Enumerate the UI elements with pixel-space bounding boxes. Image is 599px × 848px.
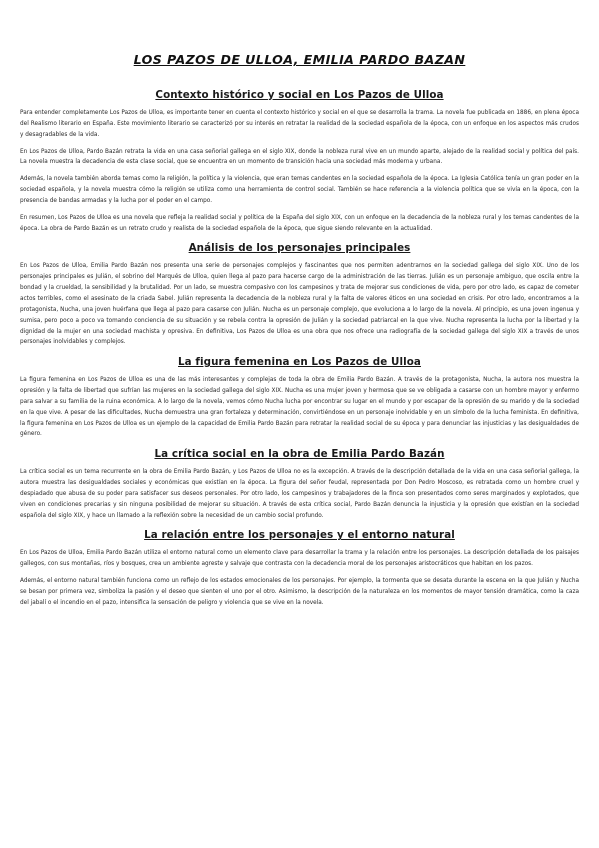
body-paragraph: Además, el entorno natural también funciona como un reflejo de los estados emocionales de los personajes. Por ejemplo, la tormenta que se desata durante la escena en la que Julián y Nucha se besan por primera vez, simboliza la pasión y el deseo que sienten el uno por el otro. Asimismo, la descripción de la naturaleza en los momentos de mayor tensión dramática, como la caza del jabalí o el incendio en el pazo, intensifica la sensación de peligro y violencia que se vive en la novela. — [20, 578, 579, 606]
document-section — [20, 448, 579, 521]
document-body — [20, 89, 579, 609]
section-heading: Análisis de los personajes principales — [188, 242, 411, 255]
document-title: LOS PAZOS DE ULLOA, EMILIA PARDO BAZAN — [133, 52, 466, 67]
document-section — [20, 529, 579, 608]
body-paragraph: Además, la novela también aborda temas como la religión, la política y la violencia, que eran temas candentes en la sociedad española de la época. La Iglesia Católica tenía un gran poder en la sociedad española, y la novela muestra cómo la religión se utiliza como una herramienta de control social. También se hace referencia a la violencia política que se vivía en la época, con la presencia de bandas armadas y la lucha por el poder en el campo. — [20, 176, 579, 204]
section-heading: Contexto histórico y social en Los Pazos de Ulloa — [155, 89, 444, 101]
section-heading: La figura femenina en Los Pazos de Ulloa — [178, 356, 421, 369]
section-heading: La relación entre los personajes y el entorno natural — [144, 529, 455, 542]
body-paragraph: En Los Pazos de Ulloa, Emilia Pardo Bazán nos presenta una serie de personajes complejos y fascinantes que nos permiten adentrarnos en la sociedad gallega del siglo XIX. Uno de los personajes principales es Julián, el sobrino del Marqués de Ulloa, quien llega al pazo para hacerse cargo de la administración de las tierras. Julián es un personaje ambiguo, que oscila entre la bondad y la crueldad, la sensibilidad y la brutalidad. Por un lado, se muestra compasivo con los campesinos y trata de mejorar sus condiciones de vida, pero por otro lado, es capaz de cometer actos terribles, como el asesinato de la criada Sabel. Julián representa la decadencia de la nobleza rural y la falta de valores éticos en una sociedad en crisis. Por otro lado, encontramos a la protagonista, Nucha, una joven huérfana que llega al pazo para casarse con Julián. Nucha es un personaje complejo, que evoluciona a lo largo de la novela. Al principio, es una joven ingenua y sumisa, pero poco a poco va tomando conciencia de su situación y se rebela contra la opresión de Julián y la sociedad patriarcal en la que vive. Nucha representa la lucha por la libertad y la dignidad de la mujer en una sociedad machista y opresiva. En definitiva, Los Pazos de Ulloa es una obra que nos ofrece una radiografía de la sociedad gallega del siglo XIX a través de unos personajes inolvidables y complejos. — [20, 263, 579, 346]
document-section — [20, 242, 579, 348]
body-paragraph: En Los Pazos de Ulloa, Emilia Pardo Bazán utiliza el entorno natural como un elemento clave para desarrollar la trama y la relación entre los personajes. La descripción detallada de los paisajes gallegos, con sus montañas, ríos y bosques, crea un ambiente agreste y salvaje que contrasta con la decadencia moral de los personajes aristocráticos que habitan en los pazos. — [20, 550, 579, 568]
body-paragraph: La figura femenina en Los Pazos de Ulloa es una de las más interesantes y complejas de toda la obra de Emilia Pardo Bazán. A través de la protagonista, Nucha, la autora nos muestra la opresión y la falta de libertad que sufrían las mujeres en la sociedad gallega del siglo XIX. Nucha es una mujer joven y hermosa que se ve obligada a casarse con un hombre mayor y enfermo para salvar a su familia de la ruina económica. A lo largo de la novela, vemos cómo Nucha lucha por encontrar su lugar en el mundo y por escapar de la opresión de su marido y de la sociedad en la que vive. A pesar de las dificultades, Nucha demuestra una gran fortaleza y determinación, convirtiéndose en un personaje inolvidable y en un símbolo de la lucha feminista. En definitiva, la figura femenina en Los Pazos de Ulloa es un ejemplo de la capacidad de Emilia Pardo Bazán para retratar la realidad social de su época y para denunciar las injusticias y las desigualdades de género. — [20, 377, 579, 438]
body-paragraph: En resumen, Los Pazos de Ulloa es una novela que refleja la realidad social y política de la España del siglo XIX, con un enfoque en la decadencia de la nobleza rural y los temas candentes de la época. La obra de Pardo Bazán es un retrato crudo y realista de la sociedad española de la época, que sigue siendo relevante en la actualidad. — [20, 214, 579, 232]
body-paragraph: En Los Pazos de Ulloa, Pardo Bazán retrata la vida en una casa señorial gallega en el siglo XIX, donde la nobleza rural vive en un mundo aparte, alejado de la realidad social y política del país. La novela muestra la decadencia de esta clase social, que se encuentra en un momento de transición hacia una sociedad más moderna y urbana. — [20, 148, 579, 166]
body-paragraph: Para entender completamente Los Pazos de Ulloa, es importante tener en cuenta el contexto histórico y social en el que se desarrolla la trama. La novela fue publicada en 1886, en plena época del Realismo literario en España. Este movimiento literario se caracterizó por su interés en retratar la realidad de la sociedad española de la época, con un enfoque en los aspectos más crudos y desagradables de la vida. — [20, 110, 579, 138]
body-paragraph: La crítica social es un tema recurrente en la obra de Emilia Pardo Bazán, y Los Pazos de Ulloa no es la excepción. A través de la descripción detallada de la vida en una casa señorial gallega, la autora muestra las desigualdades sociales y económicas que existían en la época. La figura del señor feudal, representada por Don Pedro Moscoso, es retratada como un hombre cruel y despiadado que abusa de su poder para satisfacer sus deseos personales. Por otro lado, los campesinos y trabajadores de la finca son presentados como seres marginados y explotados, que viven en condiciones precarias y sin ninguna posibilidad de mejorar su situación. A través de esta crítica social, Pardo Bazán denuncia la injusticia y la opresión que existían en la sociedad española del siglo XIX, y hace un llamado a la reflexión sobre la necesidad de un cambio social profundo. — [20, 469, 579, 519]
document-section — [20, 356, 579, 440]
document-section — [20, 89, 579, 234]
section-heading: La crítica social en la obra de Emilia Pardo Bazán — [154, 448, 445, 461]
